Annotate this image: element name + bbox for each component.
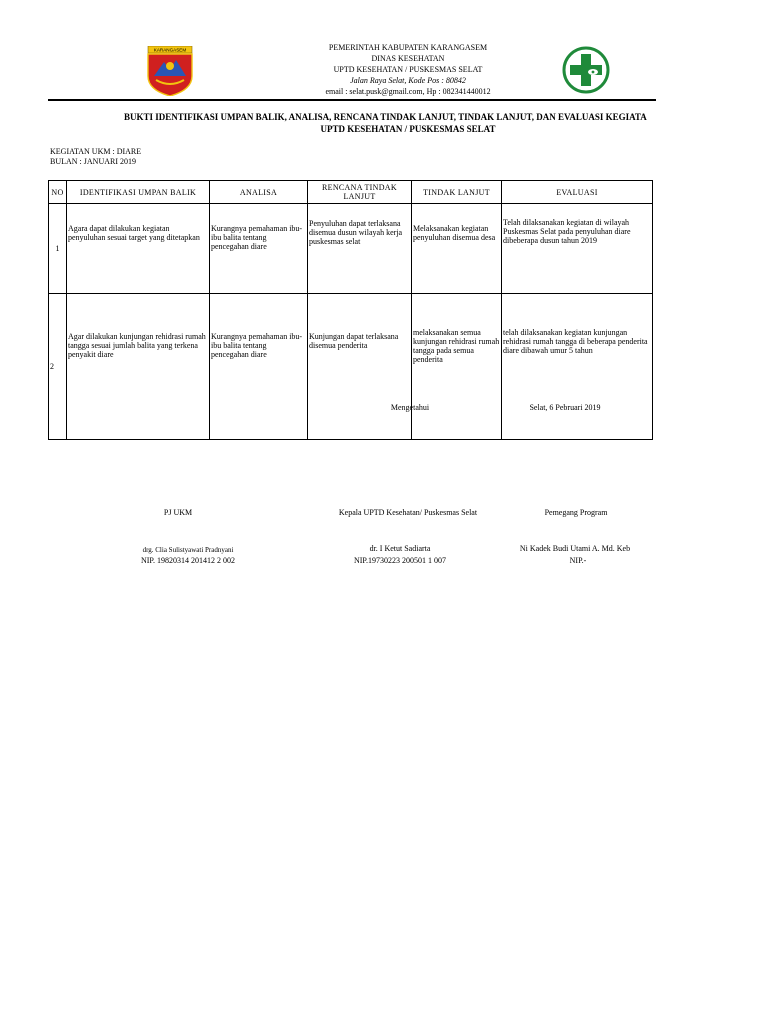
nip-pj-ukm: NIP. 19820314 201412 2 002 [140, 556, 235, 565]
feedback-table [48, 180, 653, 440]
header-divider [48, 99, 656, 101]
mengetahui-label: Mengetahui [390, 403, 430, 412]
name-pj-ukm: drg. Clia Sulistyawati Pradnyani [142, 546, 234, 554]
role-pemegang-program: Pemegang Program [544, 508, 608, 517]
bulan-label: BULAN : JANUARI 2019 [50, 157, 136, 166]
cell-analisa: Kurangnya pemahaman ibu- ibu balita tentang pencegahan diare [210, 294, 308, 440]
cell-no: 2 [49, 294, 67, 440]
nip-pemegang: NIP.- [569, 556, 587, 565]
header-uptd: UPTD KESEHATAN / PUSKESMAS SELAT [333, 65, 483, 74]
table-row [49, 294, 653, 440]
name-pemegang: Ni Kadek Budi Utami A. Md. Keb [519, 544, 631, 553]
cell-evaluasi: Telah dilaksanakan kegiatan di wilayah Puskesmas Selat pada penyuluhan diare dibeberapa dusun tahun 2019 [502, 204, 653, 294]
karangasem-logo [144, 46, 196, 96]
role-kepala-uptd: Kepala UPTD Kesehatan/ Puskesmas Selat [338, 508, 478, 517]
cell-evaluasi: telah dilaksanakan kegiatan kunjungan rehidrasi rumah tangga di beberapa penderita diare dibawah umur 5 tahun [502, 294, 653, 440]
document-title: BUKTI IDENTIFIKASI UMPAN BALIK, ANALISA, RENCANA TINDAK LANJUT, TINDAK LANJUT, DAN EVALUASI KEGIATA [124, 112, 647, 122]
cell-tindak: Melaksanakan kegiatan penyuluhan disemua desa [412, 204, 502, 294]
cell-rencana: Kunjungan dapat terlaksana disemua penderita [308, 294, 412, 440]
cell-analisa: Kurangnya pemahaman ibu- ibu balita tentang pencegahan diare [210, 204, 308, 294]
nip-kepala: NIP.19730223 200501 1 007 [353, 556, 446, 565]
col-header-no: NO [49, 181, 67, 204]
puskesmas-cross-icon [562, 46, 610, 94]
col-header-evaluasi: EVALUASI [502, 181, 653, 204]
table-header-row [49, 181, 653, 204]
cell-tindak: melaksanakan semua kunjungan rehidrasi rumah tangga pada semua penderita [412, 294, 502, 440]
col-header-analisa: ANALISA [210, 181, 308, 204]
role-pj-ukm: PJ UKM [163, 508, 193, 517]
cell-identifikasi: Agar dilakukan kunjungan rehidrasi rumah tangga sesuai jumlah balita yang terkena penyakit diare [67, 294, 210, 440]
col-header-tindak: TINDAK LANJUT [412, 181, 502, 204]
name-kepala: dr. I Ketut Sadiarta [369, 544, 431, 553]
cell-no: 1 [49, 204, 67, 294]
place-date: Selat, 6 Pebruari 2019 [529, 403, 601, 412]
document-subtitle: UPTD KESEHATAN / PUSKESMAS SELAT [320, 124, 496, 134]
table-row [49, 204, 653, 294]
header-government: PEMERINTAH KABUPATEN KARANGASEM [328, 43, 488, 52]
header-address: Jalan Raya Selat, Kode Pos : 80842 [350, 76, 466, 85]
logo-banner-text: KARANGASEM [153, 47, 187, 53]
col-header-rencana: RENCANA TINDAK LANJUT [308, 181, 412, 204]
cell-rencana: Penyuluhan dapat terlaksana disemua dusun wilayah kerja puskesmas selat [308, 204, 412, 294]
header-contact: email : selat.pusk@gmail.com, Hp : 082341440012 [325, 87, 491, 96]
cell-identifikasi: Agara dapat dilakukan kegiatan penyuluhan sesuai target yang ditetapkan [67, 204, 210, 294]
header-dinas: DINAS KESEHATAN [371, 54, 445, 63]
col-header-identifikasi: IDENTIFIKASI UMPAN BALIK [67, 181, 210, 204]
kegiatan-label: KEGIATAN UKM : DIARE [50, 147, 142, 156]
